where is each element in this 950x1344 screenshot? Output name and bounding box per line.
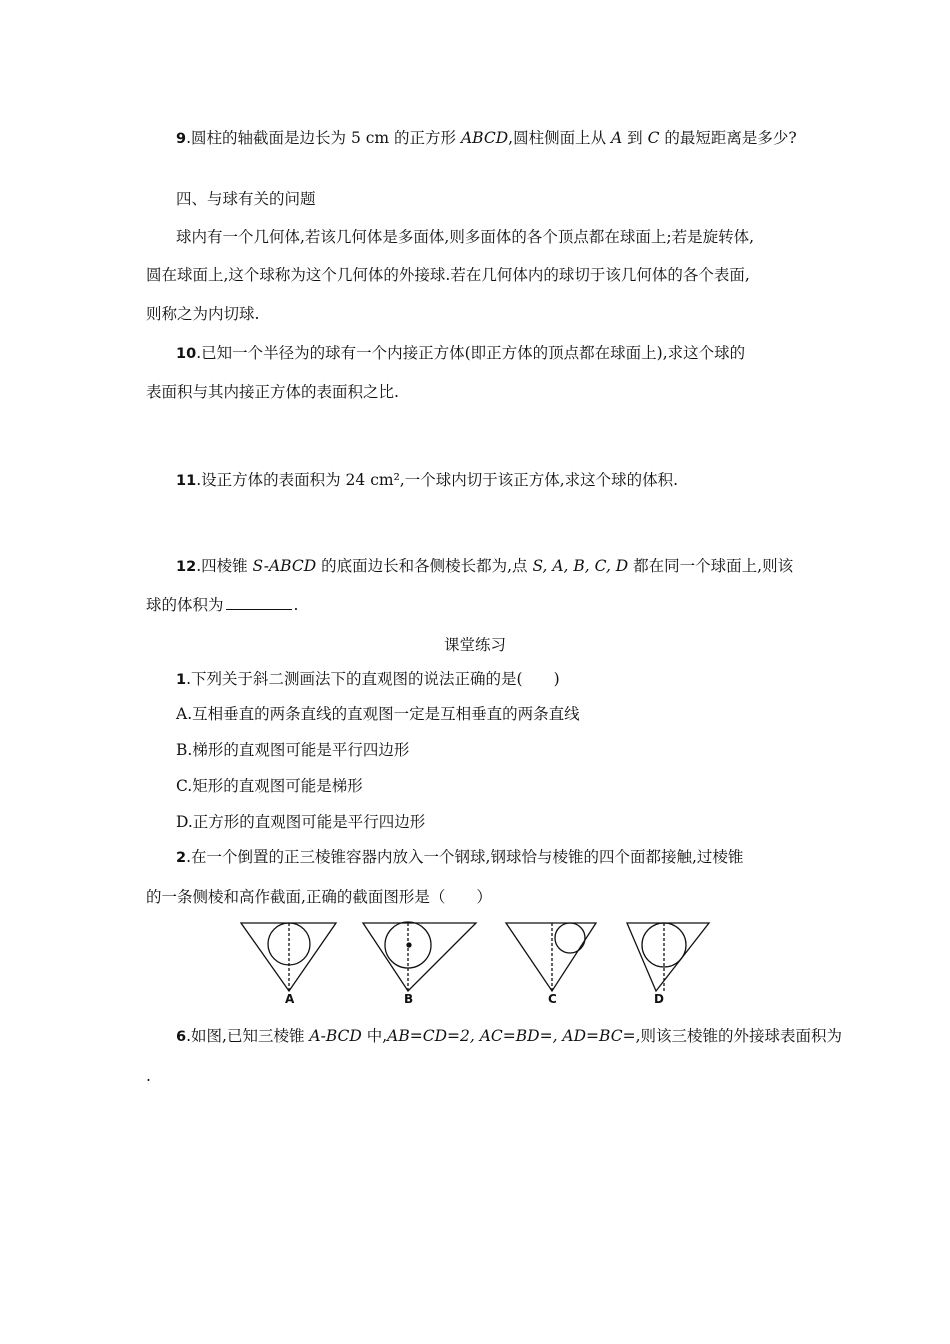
- question-stem: .在一个倒置的正三棱锥容器内放入一个钢球,钢球恰与棱锥的四个面都接触,过棱锥: [186, 848, 744, 866]
- figure-label: D: [654, 992, 664, 1006]
- question-text: .设正方体的表面积为 24 cm²,一个球内切于该正方体,求这个球的体积.: [196, 471, 679, 489]
- question-number: 12: [176, 559, 197, 575]
- triangle-shape: [506, 923, 596, 991]
- math-var: A: [611, 129, 623, 147]
- question-text: 表面积与其内接正方体的表面积之比.: [146, 383, 399, 401]
- figure-c: [506, 923, 596, 991]
- paragraph-line: 球内有一个几何体,若该几何体是多面体,则多面体的各个顶点都在球面上;若是旋转体,: [176, 228, 755, 246]
- figure-a: [241, 923, 336, 991]
- question-text: 球的体积为: [146, 596, 224, 614]
- question-text: .圆柱的轴截面是边长为 5 cm 的正方形: [186, 129, 461, 147]
- question-stem: .下列关于斜二测画法下的直观图的说法正确的是( ): [186, 670, 560, 688]
- question-text-line: [146, 595, 298, 615]
- classwork-question-6: [176, 1026, 842, 1047]
- option-a: A.互相垂直的两条直线的直观图一定是互相垂直的两条直线: [176, 705, 580, 723]
- question-text: .已知一个半径为的球有一个内接正方体(即正方体的顶点都在球面上),求这个球的: [196, 344, 746, 362]
- question-number: 2: [176, 850, 187, 866]
- answer-blank: [226, 595, 292, 610]
- math-var: C: [647, 129, 660, 147]
- paragraph-line: 圆在球面上,这个球称为这个几何体的外接球.若在几何体内的球切于该几何体的各个表面,: [146, 266, 750, 284]
- question-11: [176, 470, 678, 491]
- question-number: 9: [176, 131, 187, 147]
- section-title: 课堂练习: [443, 636, 506, 654]
- section-heading: 四、与球有关的问题: [176, 190, 316, 208]
- paragraph-line: 则称之为内切球.: [146, 305, 260, 323]
- classwork-question-1: [176, 669, 560, 690]
- figure-label: B: [404, 992, 414, 1006]
- math-var: S-ABCD: [252, 557, 317, 575]
- figure-label: A: [285, 992, 295, 1006]
- math-var: S, A, B, C, D: [532, 557, 629, 575]
- option-b: B.梯形的直观图可能是平行四边形: [176, 741, 410, 759]
- figure-label: C: [548, 992, 557, 1006]
- question-number: 10: [176, 346, 197, 362]
- question-number: 6: [176, 1029, 187, 1045]
- center-dot: [407, 943, 411, 947]
- cross-section-figures: [236, 918, 716, 1008]
- question-number: 1: [176, 672, 187, 688]
- question-9: [176, 128, 797, 149]
- triangle-shape: [627, 923, 709, 991]
- question-10: [176, 343, 745, 364]
- question-text: 都在同一个球面上,则该: [628, 557, 794, 575]
- triangle-shape: [363, 923, 476, 991]
- question-12: [176, 556, 793, 577]
- question-text: .: [146, 1067, 151, 1085]
- question-text: .: [293, 596, 299, 614]
- math-var: ABCD: [460, 129, 509, 147]
- question-text: ,圆柱侧面上从: [508, 129, 612, 147]
- question-text: 中,: [361, 1027, 388, 1045]
- question-stem: 的一条侧棱和高作截面,正确的截面图形是（ ）: [146, 888, 492, 906]
- question-number: 11: [176, 473, 197, 489]
- option-c: C.矩形的直观图可能是梯形: [176, 777, 363, 795]
- question-text: 的底面边长和各侧棱长都为,点: [316, 557, 533, 575]
- question-text: .如图,已知三棱锥: [186, 1027, 310, 1045]
- classwork-question-2: [176, 847, 743, 868]
- question-text: 的最短距离是多少?: [659, 129, 797, 147]
- option-d: D.正方形的直观图可能是平行四边形: [176, 813, 426, 831]
- figure-d: [627, 923, 709, 991]
- question-text: 到: [622, 129, 648, 147]
- math-var: AB=CD=2, AC=BD=, AD=BC=: [387, 1027, 636, 1045]
- sphere-circle: [555, 923, 585, 953]
- question-text: ,则该三棱锥的外接球表面积为: [635, 1027, 842, 1045]
- figure-b: [363, 922, 476, 991]
- math-var: A-BCD: [309, 1027, 362, 1045]
- question-text: .四棱锥: [196, 557, 253, 575]
